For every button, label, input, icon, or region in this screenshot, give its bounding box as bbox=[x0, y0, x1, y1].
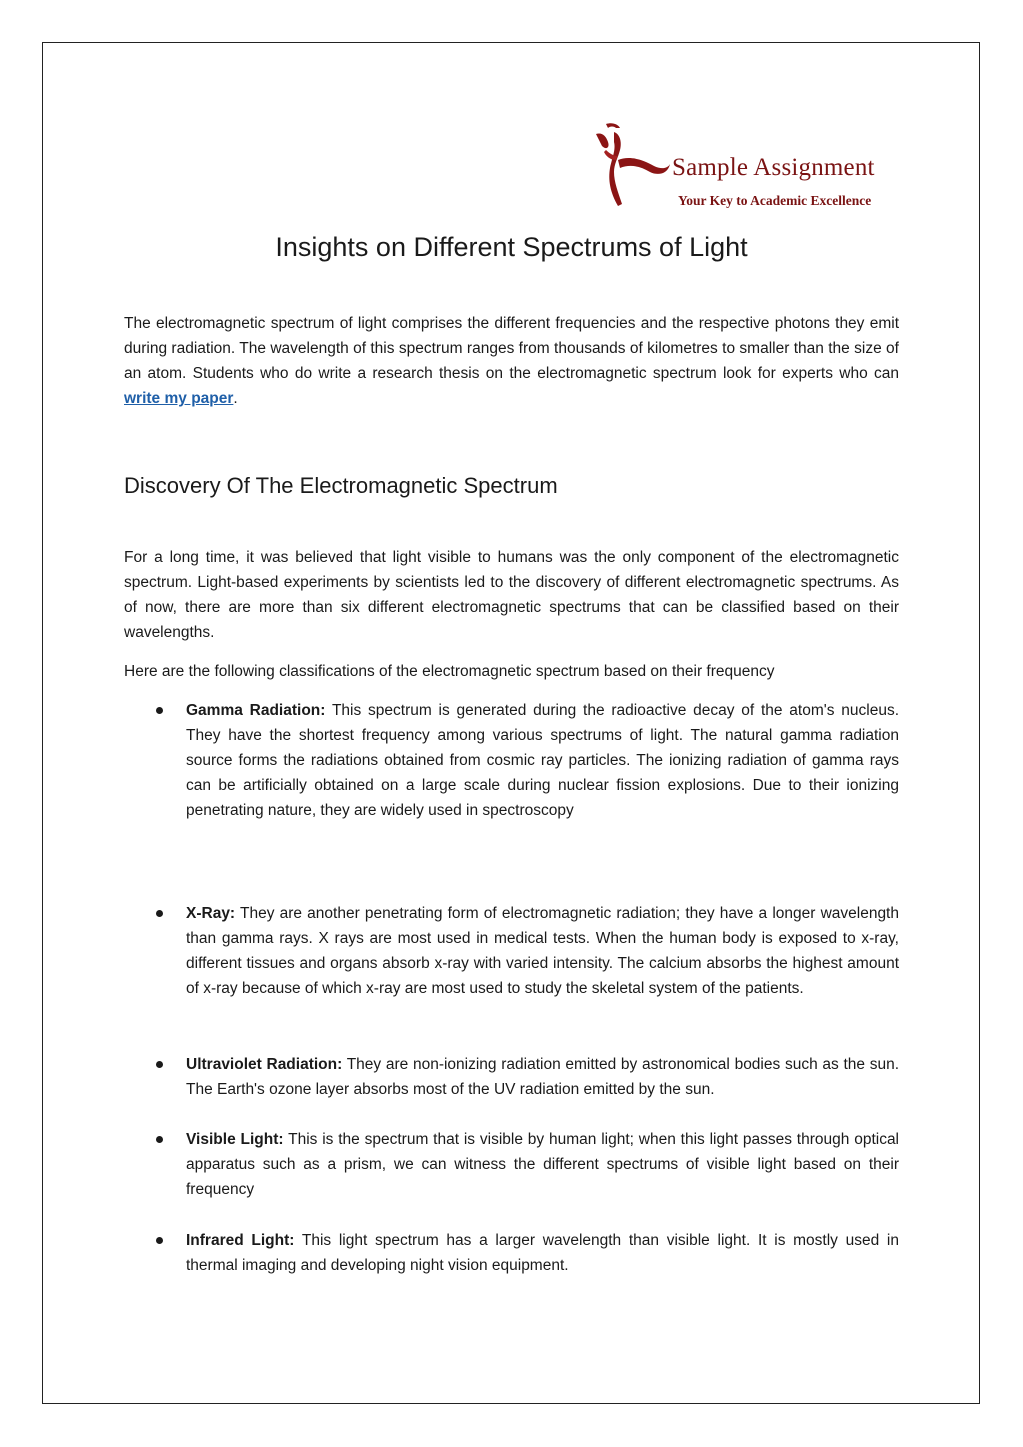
list-item-text: This is the spectrum that is visible by human light; when this light passes through optical apparatus such as a prism, we can witness the different spectrums of visible light based on their frequency bbox=[186, 1131, 900, 1198]
bullet-icon bbox=[156, 1061, 163, 1068]
bullet-icon bbox=[156, 1136, 163, 1143]
bullet-icon bbox=[156, 910, 163, 917]
list-item-text: They are non-ionizing radiation emitted by astronomical bodies such as the sun. The Earth's ozone layer absorbs most of the UV radiation emitted by the sun. bbox=[186, 1056, 899, 1098]
list-intro: Here are the following classifications of the electromagnetic spectrum based on their frequency bbox=[124, 663, 775, 680]
intro-text-end: . bbox=[233, 390, 238, 407]
intro-text: The electromagnetic spectrum of light comprises the different frequencies and the respective photons they emit during radiation. The wavelength of this spectrum ranges from thousands of kilometres to smaller than the size of an atom. Students who do write a research thesis on the electromagnetic spectrum look for experts who can bbox=[124, 315, 899, 382]
brand-logo bbox=[592, 120, 912, 215]
sample-assignment-figure-icon bbox=[592, 120, 672, 210]
bullet-icon bbox=[156, 707, 163, 714]
list-item-text: This spectrum is generated during the radioactive decay of the atom's nucleus. They have the shortest frequency among various spectrums of light. The natural gamma radiation source forms the radiations obtained from cosmic ray particles. The ionizing radiation of gamma rays can be artificially obtained on a large scale during nuclear fission explosions. Due to their ionizing penetrating nature, they are widely used in spectroscopy bbox=[186, 702, 899, 819]
write-my-paper-link[interactable]: write my paper bbox=[124, 390, 234, 407]
list-item-term: X-Ray: bbox=[186, 905, 236, 922]
list-item-infrared bbox=[186, 1228, 899, 1278]
list-item-term: Infrared Light: bbox=[186, 1232, 295, 1249]
logo-brand-text: Sample Assignment bbox=[672, 154, 875, 181]
list-item-term: Gamma Radiation: bbox=[186, 702, 326, 719]
list-item-term: Visible Light: bbox=[186, 1131, 284, 1148]
list-item-ultraviolet bbox=[186, 1052, 899, 1102]
list-item-gamma bbox=[186, 698, 899, 823]
list-item-xray bbox=[186, 901, 899, 1001]
list-item-text: They are another penetrating form of electromagnetic radiation; they have a longer wavelength than gamma rays. X rays are most used in medical tests. When the human body is exposed to x-ray, different tissues and organs absorb x-ray with varied intensity. The calcium absorbs the highest amount of x-ray because of which x-ray are most used to study the skeletal system of the patients. bbox=[186, 905, 899, 997]
section-paragraph: For a long time, it was believed that light visible to humans was the only component of the electromagnetic spectrum. Light-based experiments by scientists led to the discovery of different electromagnetic spectrums. As of now, there are more than six different electromagnetic spectrums that can be classified based on their wavelengths. bbox=[124, 549, 899, 641]
list-item-text: This light spectrum has a larger wavelength than visible light. It is mostly used in thermal imaging and developing night vision equipment. bbox=[186, 1232, 899, 1274]
list-item-visible-light bbox=[186, 1127, 899, 1202]
intro-paragraph bbox=[124, 311, 899, 411]
list-item-term: Ultraviolet Radiation: bbox=[186, 1056, 343, 1073]
section-heading: Discovery Of The Electromagnetic Spectrum bbox=[124, 473, 558, 498]
document-title: Insights on Different Spectrums of Light bbox=[275, 232, 748, 262]
logo-tagline: Your Key to Academic Excellence bbox=[678, 193, 872, 208]
bullet-icon bbox=[156, 1237, 163, 1244]
